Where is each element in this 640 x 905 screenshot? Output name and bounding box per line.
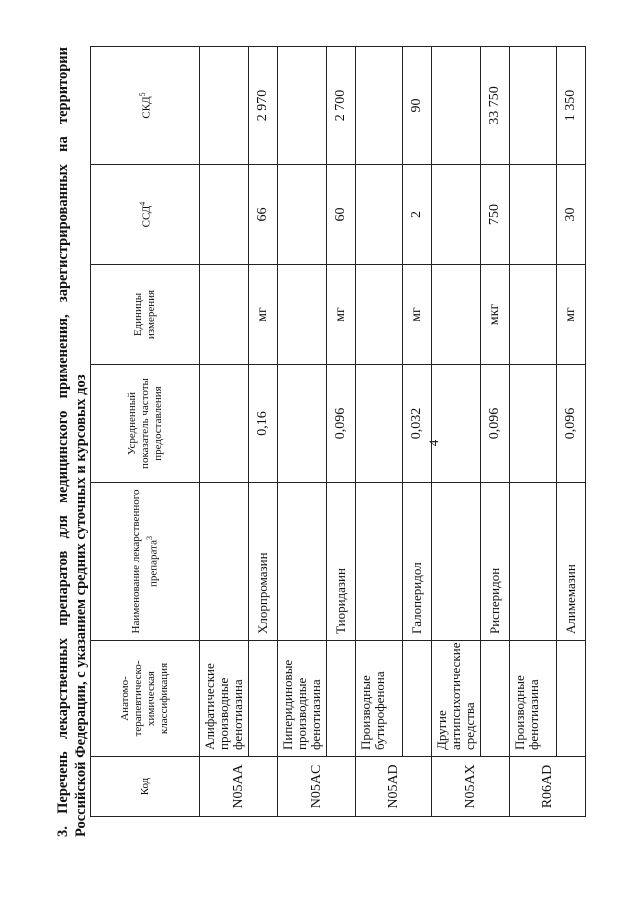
cell-skd: 2 700 — [327, 47, 356, 165]
cell-empty — [278, 47, 327, 165]
cell-drug: Алимемазин — [557, 483, 586, 641]
table-header-row — [91, 47, 200, 817]
cell-unit: мг — [557, 265, 586, 365]
cell-atc: Производные бутирофенона — [356, 641, 403, 757]
cell-empty — [432, 365, 481, 483]
table-row-group — [356, 47, 403, 817]
table-row-drug — [327, 47, 356, 817]
header-frequency: Усредненный показатель частоты предоставления — [91, 365, 200, 483]
cell-empty — [278, 365, 327, 483]
cell-empty — [432, 265, 481, 365]
section-heading — [54, 47, 90, 837]
cell-empty — [200, 365, 249, 483]
cell-ssd: 30 — [557, 165, 586, 265]
table-row-drug — [557, 47, 586, 817]
cell-ssd: 60 — [327, 165, 356, 265]
cell-empty — [278, 165, 327, 265]
table-row-drug — [481, 47, 510, 817]
page-number: 4 — [426, 439, 441, 447]
cell-atc: Другие антипсихотические средства — [432, 641, 481, 757]
cell-unit: мг — [327, 265, 356, 365]
cell-ssd: 66 — [249, 165, 278, 265]
cell-code: N05AC — [278, 757, 356, 817]
table-row-drug — [403, 47, 432, 817]
cell-code: R06AD — [510, 757, 586, 817]
cell-skd: 1 350 — [557, 47, 586, 165]
cell-empty — [327, 641, 356, 757]
header-skd: СКД$^5$ — [91, 47, 200, 165]
cell-frequency: 0,096 — [327, 365, 356, 483]
cell-empty — [278, 483, 327, 641]
cell-skd: 33 750 — [481, 47, 510, 165]
cell-frequency: 0,16 — [249, 365, 278, 483]
cell-code: N05AD — [356, 757, 432, 817]
table-row-group — [278, 47, 327, 817]
heading-line-1: 3. Перечень лекарственных препаратов для медицинского применения, зарегистрированных на территории — [55, 47, 71, 837]
cell-unit: мг — [249, 265, 278, 365]
table-row-drug — [249, 47, 278, 817]
header-code: Код — [91, 757, 200, 817]
drug-table — [90, 46, 586, 817]
header-drug: Наименование лекарственного препарата$^3$ — [91, 483, 200, 641]
cell-empty — [200, 483, 249, 641]
cell-ssd: 750 — [481, 165, 510, 265]
cell-atc: Производные фенотиазина — [510, 641, 557, 757]
cell-empty — [356, 165, 403, 265]
cell-empty — [432, 47, 481, 165]
cell-drug: Рисперидон — [481, 483, 510, 641]
cell-drug: Хлорпромазин — [249, 483, 278, 641]
cell-empty — [510, 365, 557, 483]
cell-ssd: 2 — [403, 165, 432, 265]
cell-empty — [432, 165, 481, 265]
cell-empty — [249, 641, 278, 757]
cell-atc: Алифатические производные фенотиазина — [200, 641, 249, 757]
heading-line-2: Российской Федерации, с указанием средних суточных и курсовых доз — [73, 374, 89, 837]
cell-empty — [510, 165, 557, 265]
table-row-group — [510, 47, 557, 817]
cell-empty — [356, 265, 403, 365]
cell-drug: Тиоридазин — [327, 483, 356, 641]
cell-skd: 2 970 — [249, 47, 278, 165]
cell-frequency: 0,096 — [557, 365, 586, 483]
header-unit: Единицы измерения — [91, 265, 200, 365]
cell-empty — [200, 265, 249, 365]
cell-empty — [278, 265, 327, 365]
cell-empty — [510, 483, 557, 641]
cell-skd: 90 — [403, 47, 432, 165]
cell-unit: мг — [403, 265, 432, 365]
cell-atc: Пиперидиновые производные фенотиазина — [278, 641, 327, 757]
cell-drug: Галоперидол — [403, 483, 432, 641]
cell-code: N05AA — [200, 757, 278, 817]
cell-empty — [510, 265, 557, 365]
cell-empty — [510, 47, 557, 165]
cell-frequency: 0,032 — [403, 365, 432, 483]
cell-empty — [356, 365, 403, 483]
table-row-group — [200, 47, 249, 817]
cell-unit: мкг — [481, 265, 510, 365]
cell-empty — [403, 641, 432, 757]
cell-empty — [557, 641, 586, 757]
cell-empty — [481, 641, 510, 757]
cell-empty — [200, 47, 249, 165]
header-atc: Анатомо-терапевтическо-химическая классификация — [91, 641, 200, 757]
cell-empty — [356, 47, 403, 165]
table-row-group — [432, 47, 481, 817]
cell-code: N05AX — [432, 757, 510, 817]
cell-empty — [432, 483, 481, 641]
header-ssd: ССД$^4$ — [91, 165, 200, 265]
cell-empty — [200, 165, 249, 265]
cell-empty — [356, 483, 403, 641]
cell-frequency: 0,096 — [481, 365, 510, 483]
